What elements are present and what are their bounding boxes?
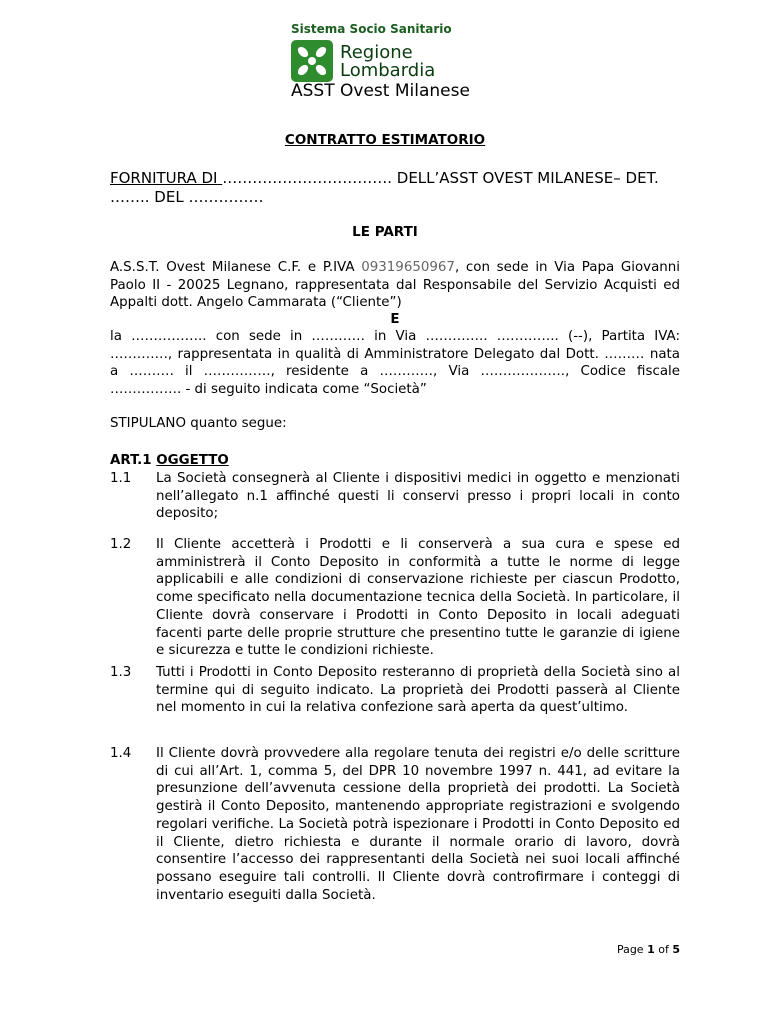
fornitura-dots: ……………………………. [222, 169, 393, 187]
lombardia-label: Lombardia [340, 60, 436, 81]
e-separator: E [390, 312, 400, 327]
page-number: 1 [647, 943, 655, 956]
le-parti-heading: LE PARTI [352, 224, 418, 240]
parte-societa: la …………….. con sede in ………… in Via ………….. ………….. (--), Partita IVA: …………., rappresentata in qualità di Amministratore Delegato dal Dott. ……… nata a ………. il ……………, residente a …………, Via ………………., Codice fiscale ……………. - di seguito indicata come “Società” [110, 329, 680, 397]
stipulano-line: STIPULANO quanto segue: [110, 416, 287, 431]
asst-label: ASST Ovest Milanese [291, 81, 470, 101]
page-footer: Page 1 of 5 [616, 943, 680, 956]
clause-text: Il Cliente accetterà i Prodotti e li conserverà a sua cura e spese ed amministrerà il Conto Deposito in conformità a tutte le norme di legge applicabili e alle condizioni di conservazione richieste per ciascun Prodotto, come specificato nella documentazione tecnica della Società. In particolare, il Cliente dovrà conservare i Prodotti in Conto Deposito in locali adeguati facenti parte delle proprie strutture che presentino tutte le garanzie di igiene e sicurezza e tutte le condizioni richieste. [156, 537, 680, 659]
clause-text: La Società consegnerà al Cliente i dispositivi medici in oggetto e menzionati nell’allegato n.1 affinché questi li conservi presso i propri locali in conto deposito; [156, 471, 680, 522]
sistema-socio-sanitario-label: Sistema Socio Sanitario [291, 22, 452, 36]
fornitura-suffix: DELL’ASST OVEST MILANESE– DET. [392, 169, 659, 187]
clause-number: 1.1 [110, 471, 132, 486]
document-title: CONTRATTO ESTIMATORIO [284, 132, 486, 148]
clause-number: 1.4 [110, 746, 132, 761]
regione-label: Regione [340, 42, 413, 63]
partita-iva: 09319650967 [361, 260, 455, 275]
page-total: 5 [672, 943, 680, 956]
clause-text: Tutti i Prodotti in Conto Deposito resteranno di proprietà della Società sino al termine qui di seguito indicato. La proprietà dei Prodotti passerà al Cliente nel momento in cui la relativa confezione sarà aperta da quest’ultimo. [156, 665, 680, 716]
clause-text: Il Cliente dovrà provvedere alla regolare tenuta dei registri e/o delle scritture di cui all’Art. 1, comma 5, del DPR 10 novembre 1997 n. 441, ad evitare la presunzione dell’avvenuta cessione della proprietà dei prodotti. La Società gestirà il Conto Deposito, mantenendo appropriate registrazioni e svolgendo regolari verifiche. La Società potrà ispezionare i Prodotti in Conto Deposito ed il Cliente, dietro richiesta e durante il normale orario di lavoro, dovrà consentire l’accesso dei rappresentanti della Società nei suoi locali affinché possano eseguire tali controlli. Il Cliente dovrà controfirmare i conteggi di inventario eseguiti dalla Società. [156, 746, 680, 903]
fornitura-line [110, 169, 680, 207]
clause-number: 1.3 [110, 665, 132, 680]
art1-heading: ART.1 OGGETTO [110, 453, 229, 468]
regione-lombardia-logo-icon [291, 40, 333, 82]
fornitura-line2: …….. DEL …………… [110, 188, 264, 206]
clause-number: 1.2 [110, 537, 132, 552]
parte-cliente: A.S.S.T. Ovest Milanese C.F. e P.IVA 09319650967, con sede in Via Papa Giovanni Paolo II - 20025 Legnano, rappresentata dal Responsabile del Servizio Acquisti ed Appalti dott. Angelo Cammarata (“Cliente”) [110, 260, 680, 310]
fornitura-prefix: FORNITURA DI [110, 169, 223, 187]
